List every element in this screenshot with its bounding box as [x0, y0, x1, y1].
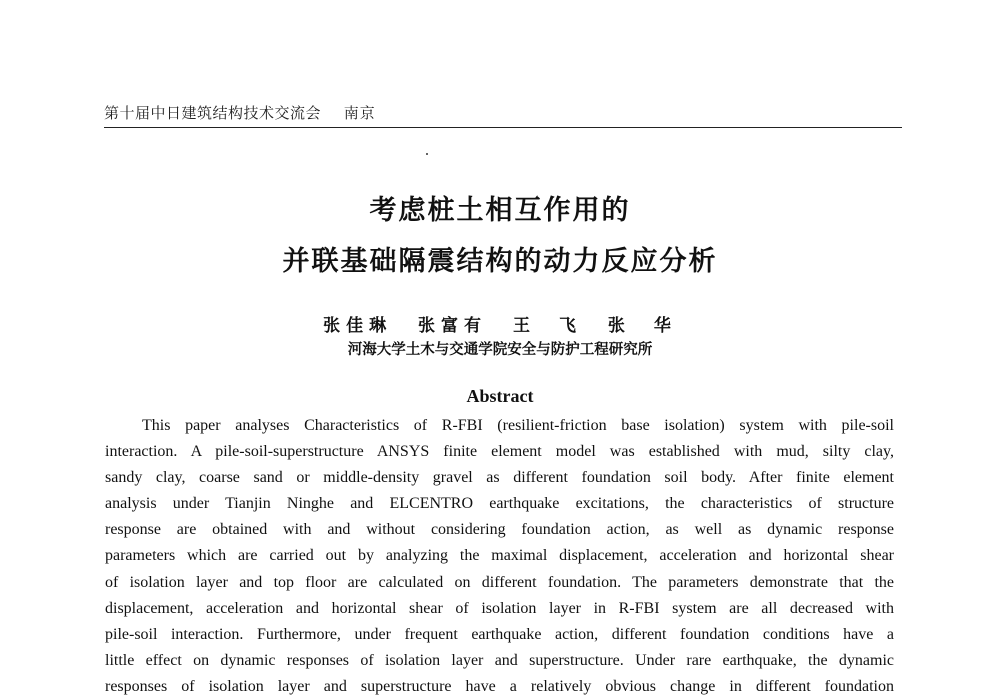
conference-city: 南京 [343, 104, 376, 122]
author-name: 张富有 [418, 316, 488, 336]
author-name: 张 华 [607, 316, 677, 336]
scan-speck [426, 153, 428, 155]
author-list [0, 311, 1000, 336]
abstract-line: displacement, acceleration and horizontal shear of isolation layer in R-FBI system are all decreased with [105, 599, 894, 617]
running-header [104, 101, 902, 128]
abstract-heading: Abstract [466, 386, 534, 406]
abstract-line: analysis under Tianjin Ninghe and ELCENTRO earthquake excitations, the characteristics of structure [105, 495, 894, 513]
abstract-line: parameters which are carried out by analyzing the maximal displacement, acceleration and horizontal shear [105, 547, 894, 565]
paper-title-line-2: 并联基础隔震结构的动力反应分析 [282, 246, 718, 277]
author-name: 张佳琳 [323, 316, 393, 336]
affiliation: 河海大学土木与交通学院安全与防护工程研究所 [347, 342, 653, 358]
abstract-line: pile-soil interaction. Furthermore, under frequent earthquake action, different foundation conditions have a [105, 625, 894, 643]
paper-title-line-1: 考虑桩土相互作用的 [369, 195, 631, 226]
abstract-line: response are obtained with and without considering foundation action, as well as dynamic response [105, 521, 894, 539]
abstract-line: sandy clay, coarse sand or middle-density gravel as different foundation soil body. After finite element [105, 469, 894, 487]
abstract-body [105, 413, 894, 700]
abstract-line: This paper analyses Characteristics of R-FBI (resilient-friction base isolation) system with pile-soil [142, 417, 894, 434]
author-name: 王 飞 [512, 316, 582, 336]
abstract-line: interaction. A pile-soil-superstructure ANSYS finite element model was established with mud, silty clay, [105, 443, 894, 461]
abstract-line: responses of isolation layer and superstructure have a relatively obvious change in different foundation [105, 677, 894, 695]
abstract-line: of isolation layer and top floor are calculated on different foundation. The parameters demonstrate that the [105, 573, 894, 591]
abstract-line: little effect on dynamic responses of isolation layer and superstructure. Under rare earthquake, the dynamic [105, 651, 894, 669]
conference-name: 第十届中日建筑结构技术交流会 [104, 104, 322, 122]
